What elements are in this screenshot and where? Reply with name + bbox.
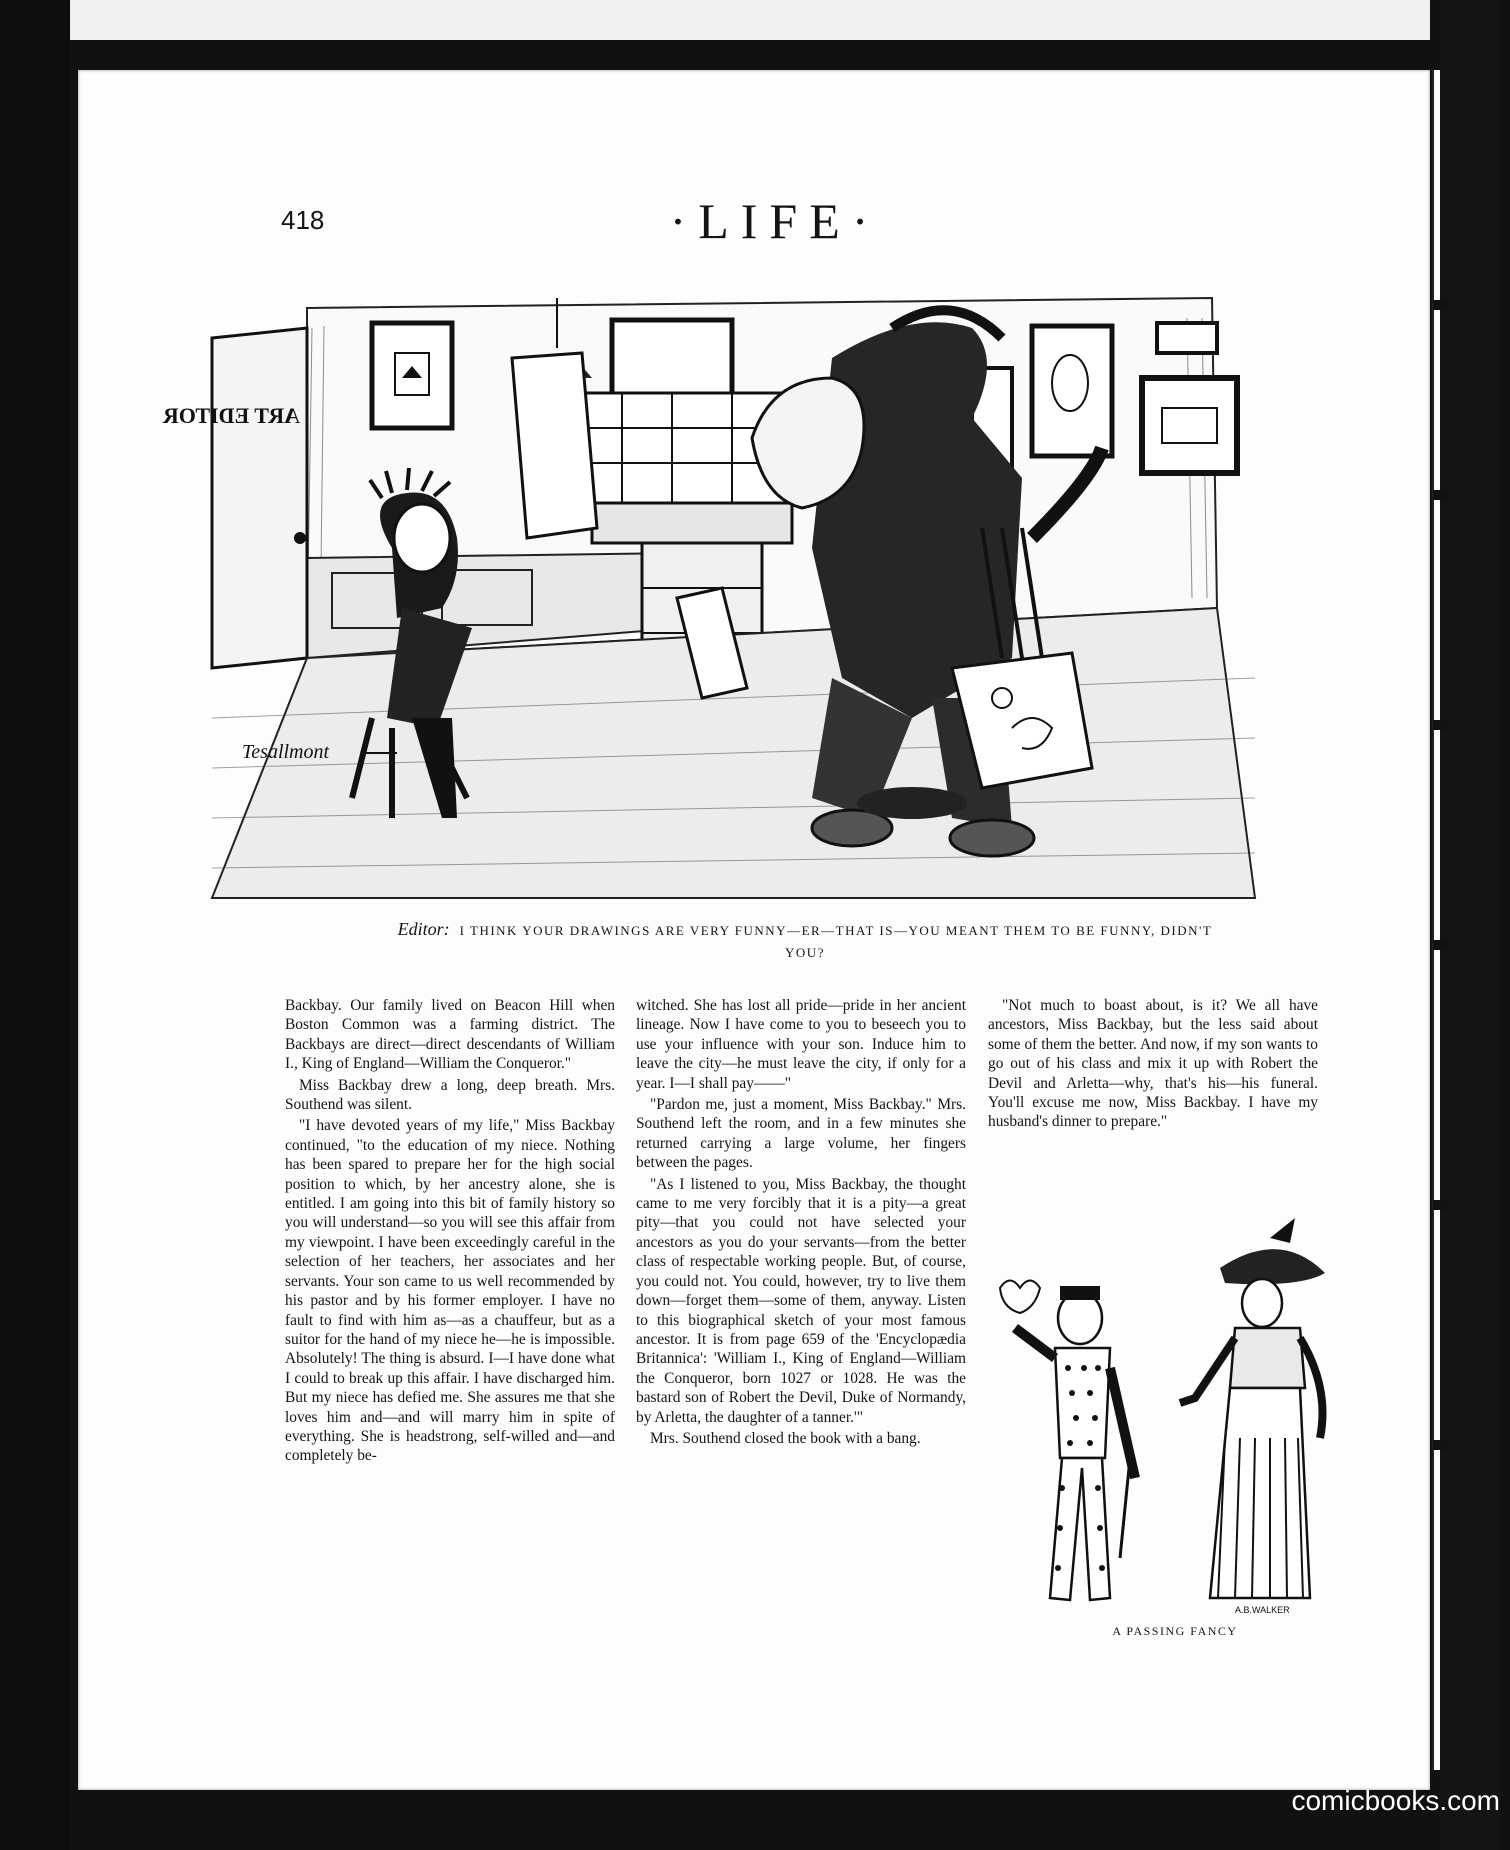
man-figure xyxy=(1000,1281,1135,1601)
story-column-2 xyxy=(636,996,966,1450)
door-knob xyxy=(294,532,306,544)
art-editor-cartoon xyxy=(162,298,1255,898)
paragraph: Backbay. Our family lived on Beacon Hill when Boston Common was a farming district. The Backbays are direct—direct descendants of William I., King of England—William the Conqueror." xyxy=(285,997,615,1073)
drawing-board xyxy=(512,353,597,538)
scan-border-left xyxy=(0,0,70,1850)
binding-mark xyxy=(1433,1200,1447,1210)
page-binding-edge xyxy=(1432,70,1440,1770)
cartoon-signature: Tesallmont xyxy=(242,741,330,763)
passing-fancy-cartoon xyxy=(980,1228,1345,1618)
caption-speaker: Editor: xyxy=(397,919,450,939)
masthead-title: ·LIFE· xyxy=(669,193,881,249)
binding-mark xyxy=(1433,720,1447,730)
paragraph: "As I listened to you, Miss Backbay, the thought came to me very forcibly that it is a pity—a great pity—that you could not have selected your ancestors as you do your servants—from the better class of respectable working people. But, of course, you could not. You could, however, try to live them down—forget them—some of them, anyway. Listen to this biographical sketch of your most famous ancestor. It is from page 659 of the 'Encyclopædia Britannica': 'William I., King of England—William the Conqueror, born 1027 or 1028. He was the bastard son of Robert the Devil, Duke of Normandy, by Arletta, the daughter of a tanner.'" xyxy=(636,1175,966,1426)
binding-mark xyxy=(1433,940,1447,950)
paragraph: "Not much to boast about, is it? We all have ancestors, Miss Backbay, but the less said about some of them the better. And now, if my son wants to go out of his class and mix it up with Robert the Devil and Arletta—why, that's his—his funeral. You'll excuse me now, Miss Backbay. I have my husband's dinner to prepare." xyxy=(988,997,1318,1131)
binding-mark xyxy=(1433,1440,1447,1450)
binding-mark xyxy=(1433,490,1447,500)
woman-figure xyxy=(1180,1218,1325,1598)
cartoon-caption xyxy=(390,918,1220,964)
story-column-3 xyxy=(988,996,1318,1134)
caption-text: I THINK YOUR DRAWINGS ARE VERY FUNNY—ER—THAT IS—YOU MEANT THEM TO BE FUNNY, DIDN'T YOU? xyxy=(459,923,1213,960)
paragraph: Mrs. Southend closed the book with a bang. xyxy=(650,1429,921,1447)
small-cartoon-signature: A.B.WALKER xyxy=(1235,1605,1290,1615)
paragraph: witched. She has lost all pride—pride in her ancient lineage. Now I have come to you to beseech you to use your influence with your son. Induce him to leave the city—he must leave the city, if only for a year. I—I shall pay——" xyxy=(636,997,966,1092)
page-number: 418 xyxy=(281,205,325,235)
scan-border-right xyxy=(1440,0,1500,1850)
binding-mark xyxy=(1433,300,1447,310)
previous-page-edge xyxy=(70,0,1430,48)
paragraph: "I have devoted years of my life," Miss Backbay continued, "to the education of my niece. Nothing has been spared to prepare her for the high social position to which, by her ancestry alone, she is entitled. I am going into this bit of family history so you will understand—so you will see this affair from my viewpoint. I have been exceedingly careful in the selection of her teachers, her associates and her servants. Your son came to us well recommended by his pastor and by his former employer. I have no fault to find with him as—as a chauffeur, but as a suitor for the hand of my niece he—he is impossible. Absolutely! The thing is absurd. I—I have done what I could to break up this affair. I have discharged him. But my niece has defied me. She assures me that she loves him and—and will marry him in spite of everything. She is headstrong, self-willed and—and completely be- xyxy=(285,1117,615,1465)
door-sign: ART EDITOR xyxy=(162,403,300,428)
small-cartoon-caption: A PASSING FANCY xyxy=(1112,1624,1238,1638)
paragraph: "Pardon me, just a moment, Miss Backbay." Mrs. Southend left the room, and in a few minutes she returned carrying a large volume, her fingers between the pages. xyxy=(636,1096,966,1172)
site-watermark: comicbooks.com xyxy=(1291,1785,1500,1816)
story-column-1 xyxy=(285,996,615,1468)
paragraph: Miss Backbay drew a long, deep breath. Mrs. Southend was silent. xyxy=(285,1076,615,1114)
